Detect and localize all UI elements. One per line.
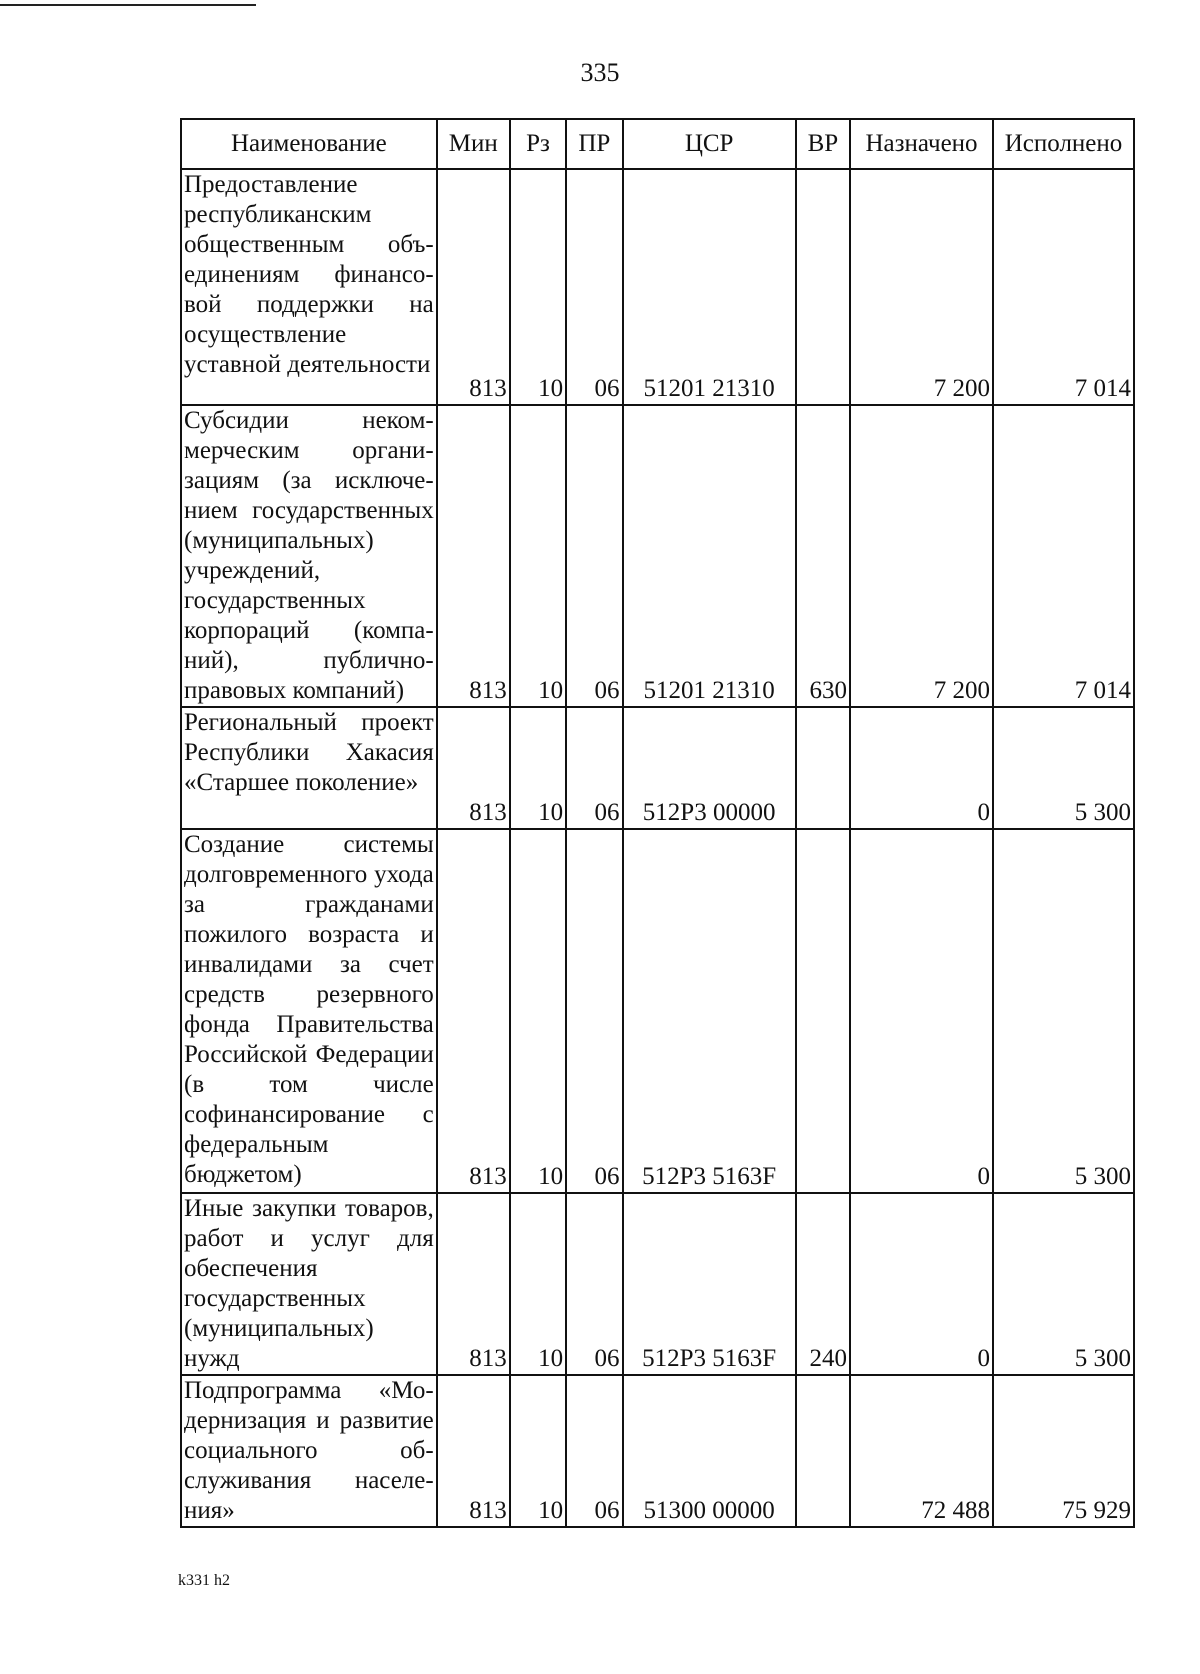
row-assigned: 72 488	[850, 1375, 993, 1527]
row-rz: 10	[510, 405, 566, 707]
header-pr: ПР	[566, 119, 622, 169]
row-executed: 5 300	[993, 1193, 1134, 1375]
row-rz: 10	[510, 829, 566, 1193]
row-min: 813	[437, 405, 510, 707]
row-rz: 10	[510, 707, 566, 829]
row-min: 813	[437, 707, 510, 829]
row-assigned: 0	[850, 707, 993, 829]
row-pr: 06	[566, 405, 622, 707]
row-name: Региональный проект Республики Хакасия «Старшее поколение»	[181, 707, 437, 829]
header-min: Мин	[437, 119, 510, 169]
row-rz: 10	[510, 169, 566, 405]
header-csr: ЦСР	[623, 119, 796, 169]
row-name: Субсидии некоммерческим организациям (за исключением государственных (муниципальных) учреждений, государственных корпораций (компаний), публично-правовых компаний)	[181, 405, 437, 707]
table-row	[181, 707, 1134, 829]
row-executed: 75 929	[993, 1375, 1134, 1527]
row-pr: 06	[566, 707, 622, 829]
table-row	[181, 169, 1134, 405]
row-min: 813	[437, 169, 510, 405]
row-vr: 240	[796, 1193, 850, 1375]
table-row	[181, 1375, 1134, 1527]
table-row	[181, 829, 1134, 1193]
row-rz: 10	[510, 1375, 566, 1527]
row-name: Предоставление республиканским общественным объединениям финансовой поддержки на осуществление уставной деятельности	[181, 169, 437, 405]
row-executed: 7 014	[993, 169, 1134, 405]
row-pr: 06	[566, 829, 622, 1193]
row-vr	[796, 1375, 850, 1527]
header-rz: Рз	[510, 119, 566, 169]
table-header-row	[181, 119, 1134, 169]
row-pr: 06	[566, 1193, 622, 1375]
budget-table	[180, 118, 1135, 1528]
page-number: 335	[580, 58, 620, 87]
row-executed: 5 300	[993, 707, 1134, 829]
row-pr: 06	[566, 1375, 622, 1527]
row-pr: 06	[566, 169, 622, 405]
row-csr: 51201 21310	[623, 169, 796, 405]
row-vr: 630	[796, 405, 850, 707]
row-csr: 512P3 5163F	[623, 1193, 796, 1375]
header-assigned: Назначено	[850, 119, 993, 169]
row-csr: 512P3 00000	[623, 707, 796, 829]
table-row	[181, 405, 1134, 707]
row-assigned: 7 200	[850, 405, 993, 707]
row-min: 813	[437, 1375, 510, 1527]
footer-code: k331 h2	[178, 1572, 230, 1589]
row-vr	[796, 707, 850, 829]
row-assigned: 0	[850, 1193, 993, 1375]
header-name: Наименование	[181, 119, 437, 169]
table-row	[181, 1193, 1134, 1375]
row-assigned: 0	[850, 829, 993, 1193]
row-min: 813	[437, 1193, 510, 1375]
row-executed: 5 300	[993, 829, 1134, 1193]
row-assigned: 7 200	[850, 169, 993, 405]
row-vr	[796, 169, 850, 405]
row-csr: 51201 21310	[623, 405, 796, 707]
header-executed: Исполнено	[993, 119, 1134, 169]
row-csr: 512P3 5163F	[623, 829, 796, 1193]
row-min: 813	[437, 829, 510, 1193]
row-rz: 10	[510, 1193, 566, 1375]
row-name: Иные закупки товаров, работ и услуг для обеспечения государственных (муниципальных) нужд	[181, 1193, 437, 1375]
row-name: Подпрограмма «Модернизация и развитие социального обслуживания населения»	[181, 1375, 437, 1527]
row-csr: 51300 00000	[623, 1375, 796, 1527]
row-vr	[796, 829, 850, 1193]
row-name: Создание системы долговременного ухода за гражданами пожилого возраста и инвалидами за счет средств резервного фонда Правительства Российской Федерации (в том числе софинансирование с федеральным бюджетом)	[181, 829, 437, 1193]
top-rule	[0, 4, 256, 6]
header-vr: ВР	[796, 119, 850, 169]
row-executed: 7 014	[993, 405, 1134, 707]
